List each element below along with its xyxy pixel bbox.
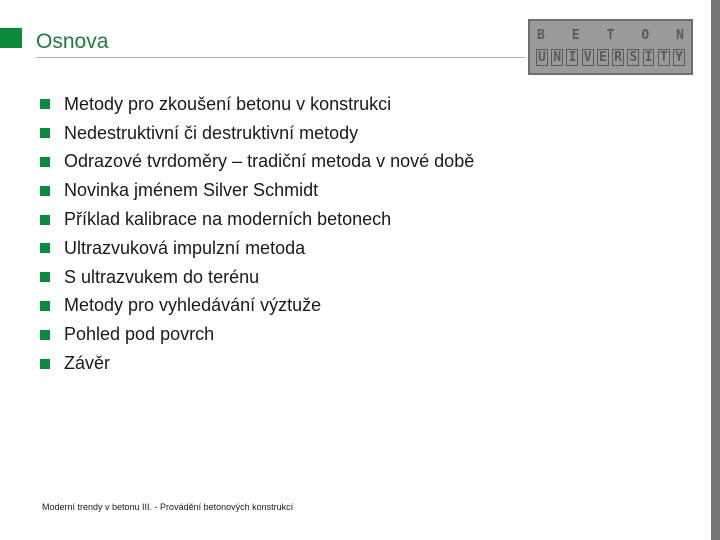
- logo-letter: S: [629, 50, 638, 65]
- list-item: [40, 292, 474, 321]
- logo-letter: O: [641, 28, 650, 43]
- bullet-square-icon: [40, 359, 50, 369]
- outline-list: [40, 90, 474, 378]
- list-item: [40, 176, 474, 205]
- list-item-text: Odrazové tvrdoměry – tradiční metoda v nové době: [64, 151, 475, 172]
- logo-letter: V: [583, 50, 592, 65]
- logo-letter: Y: [675, 50, 683, 65]
- list-item-text: Pohled pod povrch: [64, 324, 215, 345]
- bullet-square-icon: [40, 243, 50, 253]
- list-item-text: Metody pro zkoušení betonu v konstrukci: [64, 93, 392, 114]
- logo-letter: B: [537, 28, 545, 43]
- bullet-square-icon: [40, 215, 50, 225]
- logo-letter: I: [644, 50, 653, 65]
- logo-line-university: [536, 49, 685, 66]
- list-item: [40, 263, 474, 292]
- bullet-square-icon: [40, 99, 50, 109]
- list-item-text: Metody pro vyhledávání výztuže: [64, 295, 322, 316]
- slide-title: Osnova: [36, 30, 109, 53]
- list-item: [40, 90, 474, 119]
- list-item: [40, 320, 474, 349]
- list-item-text: Příklad kalibrace na moderních betonech: [64, 209, 392, 230]
- logo-letter: I: [568, 50, 577, 65]
- right-edge-bar: [711, 0, 720, 540]
- list-item: [40, 148, 474, 177]
- logo-letter: N: [676, 28, 684, 43]
- logo-letter: E: [598, 50, 607, 65]
- bullet-square-icon: [40, 330, 50, 340]
- list-item: [40, 205, 474, 234]
- logo-letter: U: [538, 50, 546, 65]
- logo-line-beton: [536, 28, 685, 43]
- bullet-square-icon: [40, 128, 50, 138]
- title-marker: [0, 28, 22, 48]
- logo-letter: T: [659, 50, 668, 65]
- bullet-square-icon: [40, 157, 50, 167]
- beton-university-logo: [528, 19, 693, 75]
- list-item: [40, 349, 474, 378]
- list-item-text: Nedestruktivní či destruktivní metody: [64, 122, 359, 143]
- logo-letter: N: [553, 50, 562, 65]
- list-item-text: Novinka jménem Silver Schmidt: [64, 180, 319, 201]
- list-item: [40, 119, 474, 148]
- logo-letter: E: [571, 28, 580, 43]
- slide-footer: Moderní trendy v betonu III. - Provádění betonových konstrukcí: [42, 502, 294, 512]
- list-item-text: S ultrazvukem do terénu: [64, 266, 260, 287]
- bullet-square-icon: [40, 272, 50, 282]
- list-item: [40, 234, 474, 263]
- bullet-square-icon: [40, 186, 50, 196]
- logo-letter: T: [606, 28, 615, 43]
- bullet-square-icon: [40, 301, 50, 311]
- logo-letter: R: [614, 50, 622, 65]
- list-item-text: Ultrazvuková impulzní metoda: [64, 237, 306, 258]
- title-divider: [36, 57, 526, 58]
- list-item-text: Závěr: [64, 353, 111, 374]
